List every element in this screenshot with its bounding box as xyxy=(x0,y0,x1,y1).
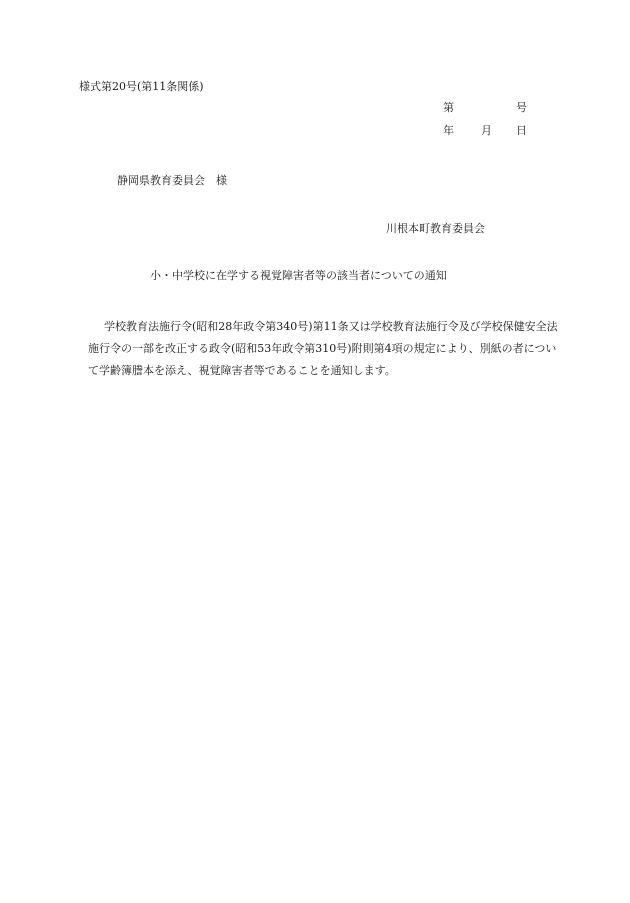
sender: 川根本町教育委員会 xyxy=(386,222,485,235)
form-number-label: 様式第20号(第11条関係) xyxy=(79,80,204,93)
date-month-label: 月 xyxy=(481,124,492,137)
number-suffix: 号 xyxy=(516,101,527,114)
body-paragraph: 学校教育法施行令(昭和28年政令第340号)第11条又は学校教育法施行令及び学校保健安全法施行令の一部を改正する政令(昭和53年政令第310号)附則第4項の規定により、別紙の者について学齢簿謄本を添え、視覚障害者等であることを通知します。 xyxy=(88,320,558,377)
number-prefix: 第 xyxy=(443,101,454,114)
addressee: 静岡県教育委員会 様 xyxy=(117,174,227,187)
document-title: 小・中学校に在学する視覚障害者等の該当者についての通知 xyxy=(150,269,447,282)
date-day-label: 日 xyxy=(516,124,527,137)
date-year-label: 年 xyxy=(443,124,454,137)
